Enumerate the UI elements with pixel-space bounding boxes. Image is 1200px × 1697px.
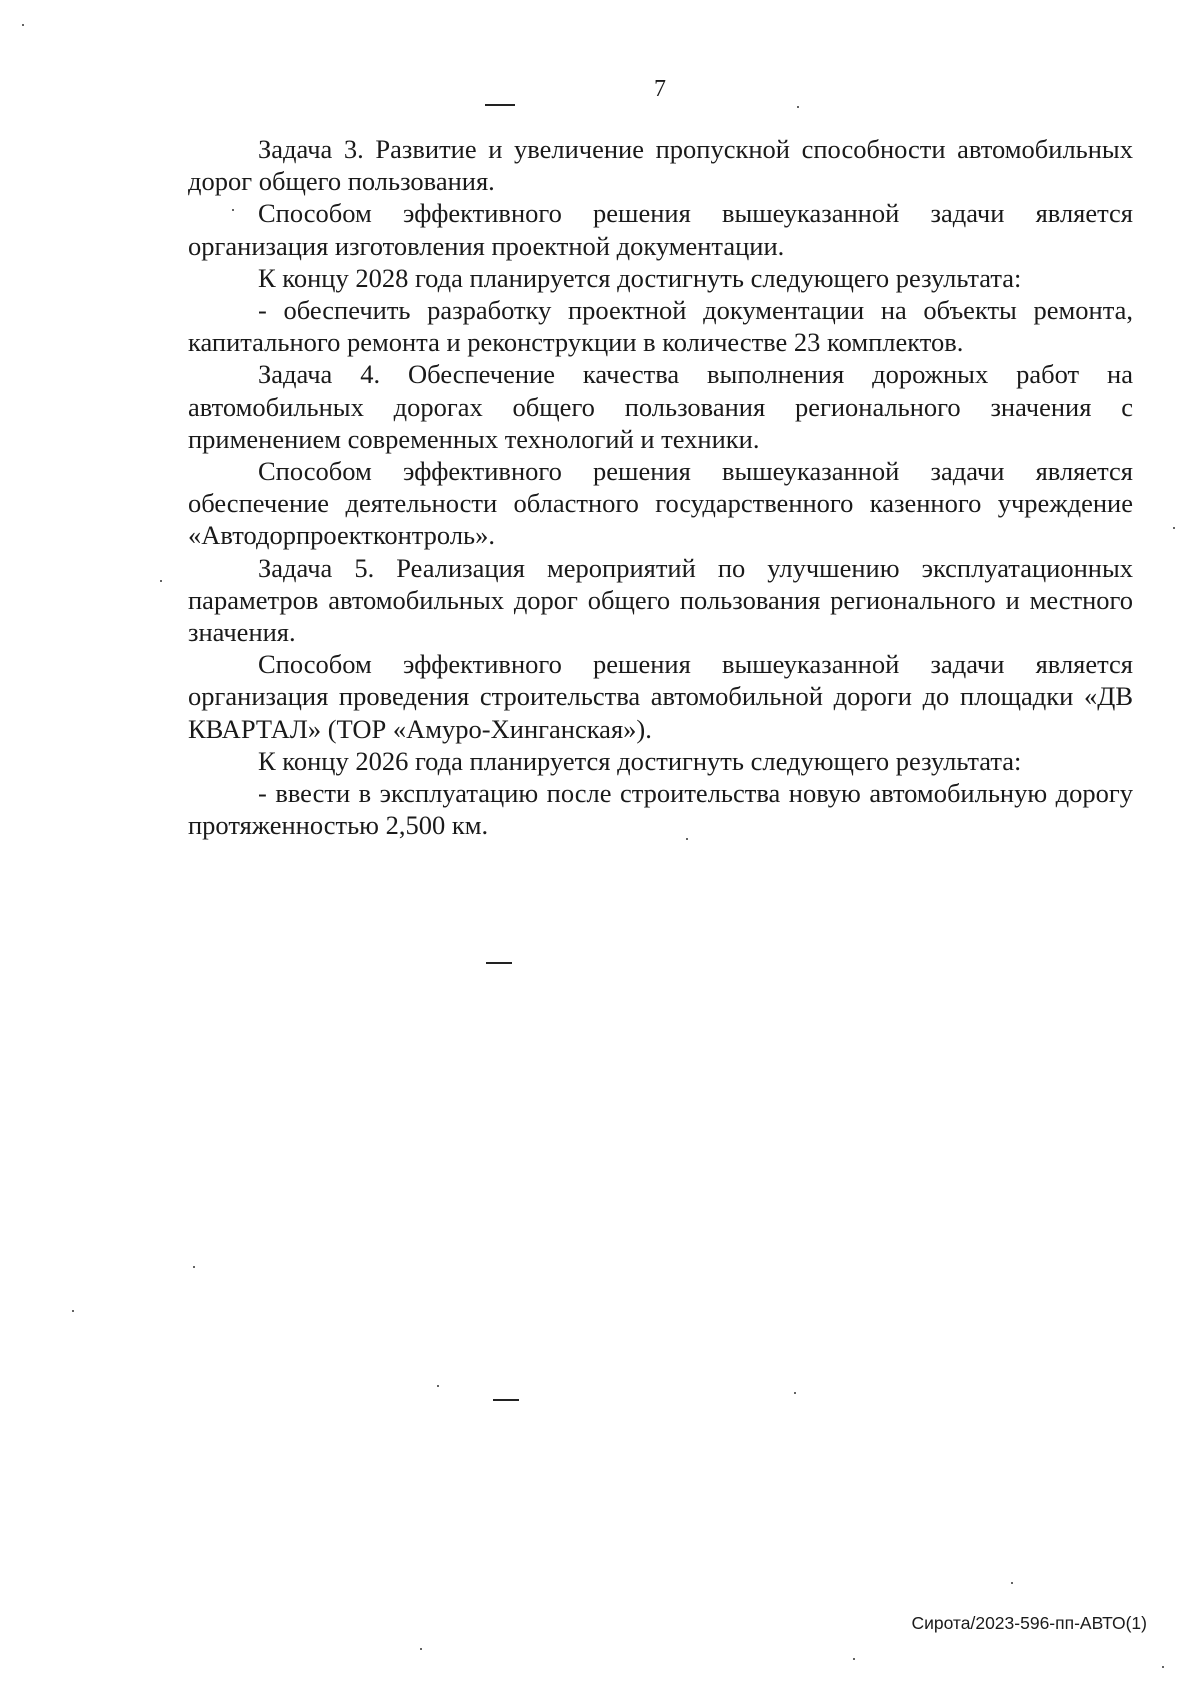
scan-speck bbox=[437, 1385, 439, 1387]
scan-speck bbox=[232, 209, 234, 211]
page-number: 7 bbox=[654, 76, 666, 102]
paragraph-method-5: Способом эффективного решения вышеуказанной задачи является организация проведения строительства автомобильной дороги до площадки «ДВ КВАРТАЛ» (ТОР «Амуро-Хинганская»). bbox=[188, 649, 1133, 744]
scan-speck bbox=[420, 1648, 422, 1650]
scan-speck bbox=[160, 580, 162, 582]
footer-document-code: Сирота/2023-596-пп-АВТО(1) bbox=[911, 1613, 1147, 1633]
scan-speck bbox=[797, 106, 799, 108]
paragraph-method-3: Способом эффективного решения вышеуказанной задачи является организация изготовления проектной документации. bbox=[188, 198, 1133, 261]
paragraph-method-4: Способом эффективного решения вышеуказанной задачи является обеспечение деятельности областного государственного казенного учреждение «Автодорпроектконтроль». bbox=[188, 456, 1133, 551]
scan-speck bbox=[853, 1658, 855, 1660]
paragraph-task-5: Задача 5. Реализация мероприятий по улучшению эксплуатационных параметров автомобильных дорог общего пользования регионального и местного значения. bbox=[188, 552, 1133, 648]
scan-speck bbox=[686, 838, 688, 840]
paragraph-result-2028: К концу 2028 года планируется достигнуть следующего результата: bbox=[258, 262, 1022, 293]
scan-speck bbox=[1173, 527, 1175, 529]
separator-dash bbox=[486, 962, 512, 964]
scan-speck bbox=[72, 1310, 74, 1312]
paragraph-result-2026: К концу 2026 года планируется достигнуть следующего результата: bbox=[258, 745, 1022, 776]
document-body bbox=[188, 133, 1133, 841]
top-dash bbox=[485, 104, 515, 106]
scan-speck bbox=[1011, 1582, 1013, 1584]
paragraph-task-3: Задача 3. Развитие и увеличение пропускной способности автомобильных дорог общего пользования. bbox=[188, 134, 1133, 197]
scan-speck bbox=[794, 1392, 796, 1394]
paragraph-result-item-1: - обеспечить разработку проектной документации на объекты ремонта, капитального ремонта и реконструкции в количестве 23 комплектов. bbox=[188, 295, 1133, 358]
scan-speck bbox=[193, 1266, 195, 1268]
separator-dash bbox=[493, 1399, 519, 1401]
paragraph-task-4: Задача 4. Обеспечение качества выполнения дорожных работ на автомобильных дорогах общего пользования регионального значения с применением современных технологий и техники. bbox=[188, 359, 1133, 454]
scan-speck bbox=[1162, 1666, 1164, 1668]
paragraph-result-item-2: - ввести в эксплуатацию после строительства новую автомобильную дорогу протяженностью 2,500 км. bbox=[188, 778, 1133, 841]
scan-speck bbox=[22, 24, 24, 26]
